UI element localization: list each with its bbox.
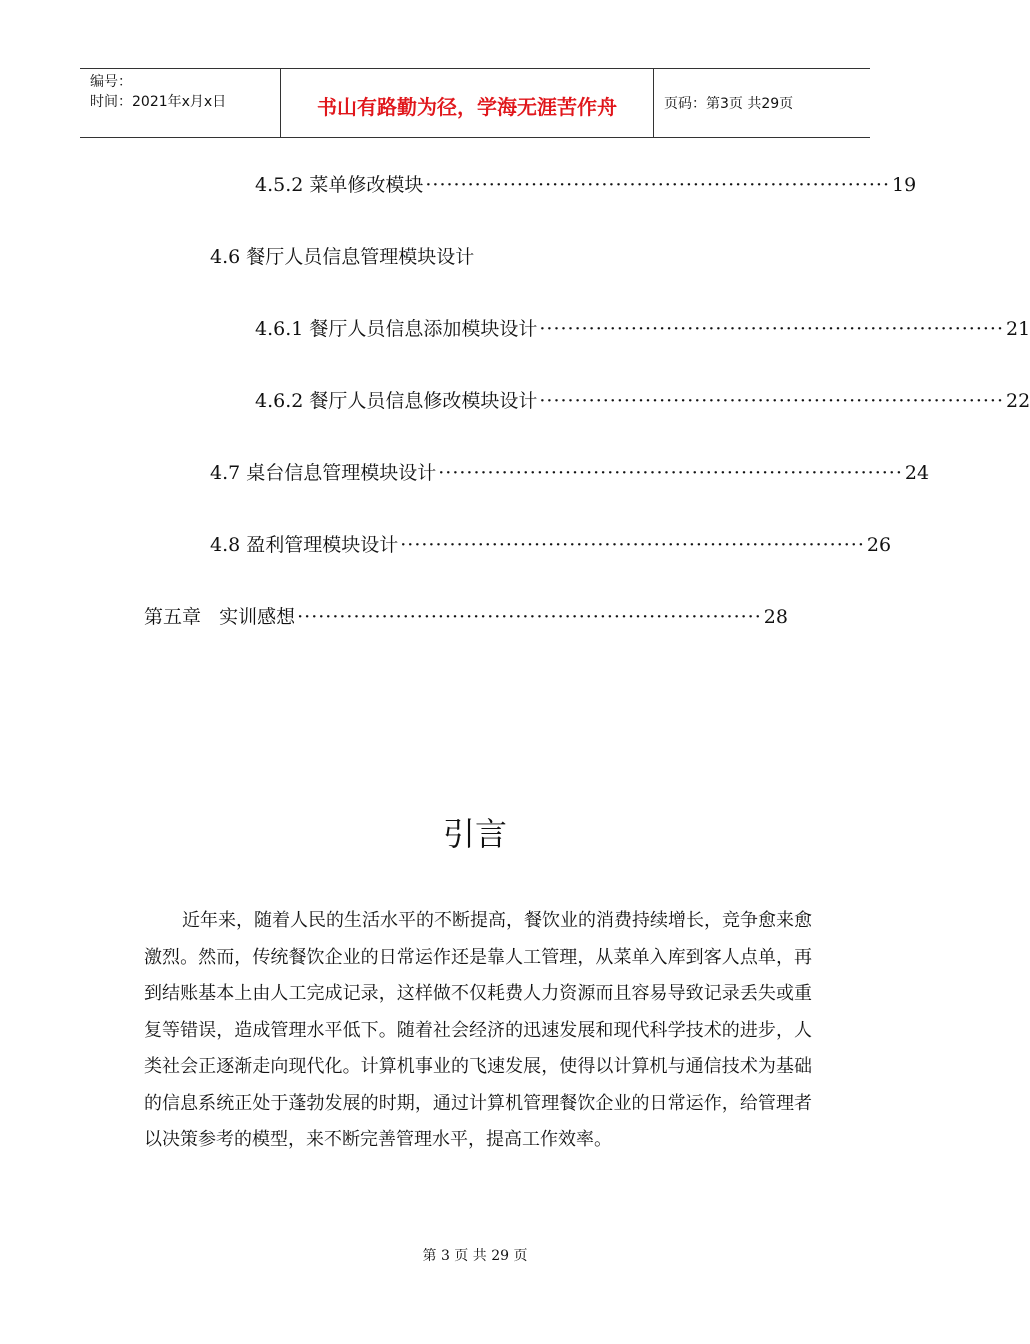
toc-entry[interactable] — [255, 173, 917, 197]
page-header — [80, 68, 870, 138]
toc-leader: ·································································· — [425, 174, 891, 196]
toc-leader: ·································································· — [438, 462, 903, 484]
toc-entry-page: 26 — [866, 534, 892, 556]
toc-entry[interactable] — [255, 389, 1030, 413]
toc-leader: ·································································· — [297, 606, 762, 628]
header-meta-cell — [80, 69, 281, 137]
toc-entry-page: 22 — [1006, 390, 1030, 412]
page-footer: 第 3 页 共 29 页 — [422, 1248, 528, 1264]
toc-entry-label: 4.6.2 餐厅人员信息修改模块设计 — [255, 390, 538, 412]
header-motto-cell — [281, 69, 654, 137]
page-info: 页码：第3页 共29页 — [664, 96, 794, 112]
toc-entry[interactable] — [255, 317, 1030, 341]
section-title: 引言 — [442, 815, 507, 853]
toc-entry-page: 28 — [763, 606, 788, 628]
header-page-cell — [654, 69, 870, 137]
toc-entry-label: 4.7 桌台信息管理模块设计 — [210, 462, 437, 484]
toc-entry-label: 4.6 餐厅人员信息管理模块设计 — [210, 246, 475, 268]
toc-entry-label: 4.8 盈利管理模块设计 — [210, 534, 399, 556]
intro-paragraph: 近年来，随着人民的生活水平的不断提高，餐饮业的消费持续增长，竞争愈来愈激烈。然而，传统餐饮企业的日常运作还是靠人工管理，从菜单入库到客人点单，再到结账基本上由人工完成记录，这样做不仅耗费人力资源而且容易导致记录丢失或重复等错误，造成管理水平低下。随着社会经济的迅速发展和现代科学技术的进步，人类社会正逐渐走向现代化。计算机事业的飞速发展，使得以计算机与通信技术为基础的信息系统正处于蓬勃发展的时期，通过计算机管理餐饮企业的日常运作，给管理者以决策参考的模型，来不断完善管理水平，提高工作效率。 — [144, 910, 812, 1150]
toc-leader: ·································································· — [400, 534, 865, 556]
doc-number-label: 编号： — [90, 74, 132, 90]
toc-leader: ·································································· — [539, 318, 1005, 340]
toc-entry[interactable] — [210, 245, 474, 269]
toc-entry-label: 4.6.1 餐厅人员信息添加模块设计 — [255, 318, 538, 340]
toc-entry[interactable] — [144, 605, 788, 629]
toc-leader: ·································································· — [539, 390, 1005, 412]
toc-entry-label: 4.5.2 菜单修改模块 — [255, 174, 424, 196]
toc-entry-page: 21 — [1006, 318, 1030, 340]
toc-entry-page: 24 — [904, 462, 930, 484]
toc-entry[interactable] — [210, 533, 892, 557]
toc-entry-label: 第五章 实训感想 — [144, 606, 296, 628]
toc-entry-page: 19 — [892, 174, 917, 196]
toc-entry[interactable] — [210, 461, 930, 485]
date-label: 时间：2021年x月x日 — [90, 94, 227, 110]
motto-text: 书山有路勤为径，学海无涯苦作舟 — [317, 95, 617, 119]
